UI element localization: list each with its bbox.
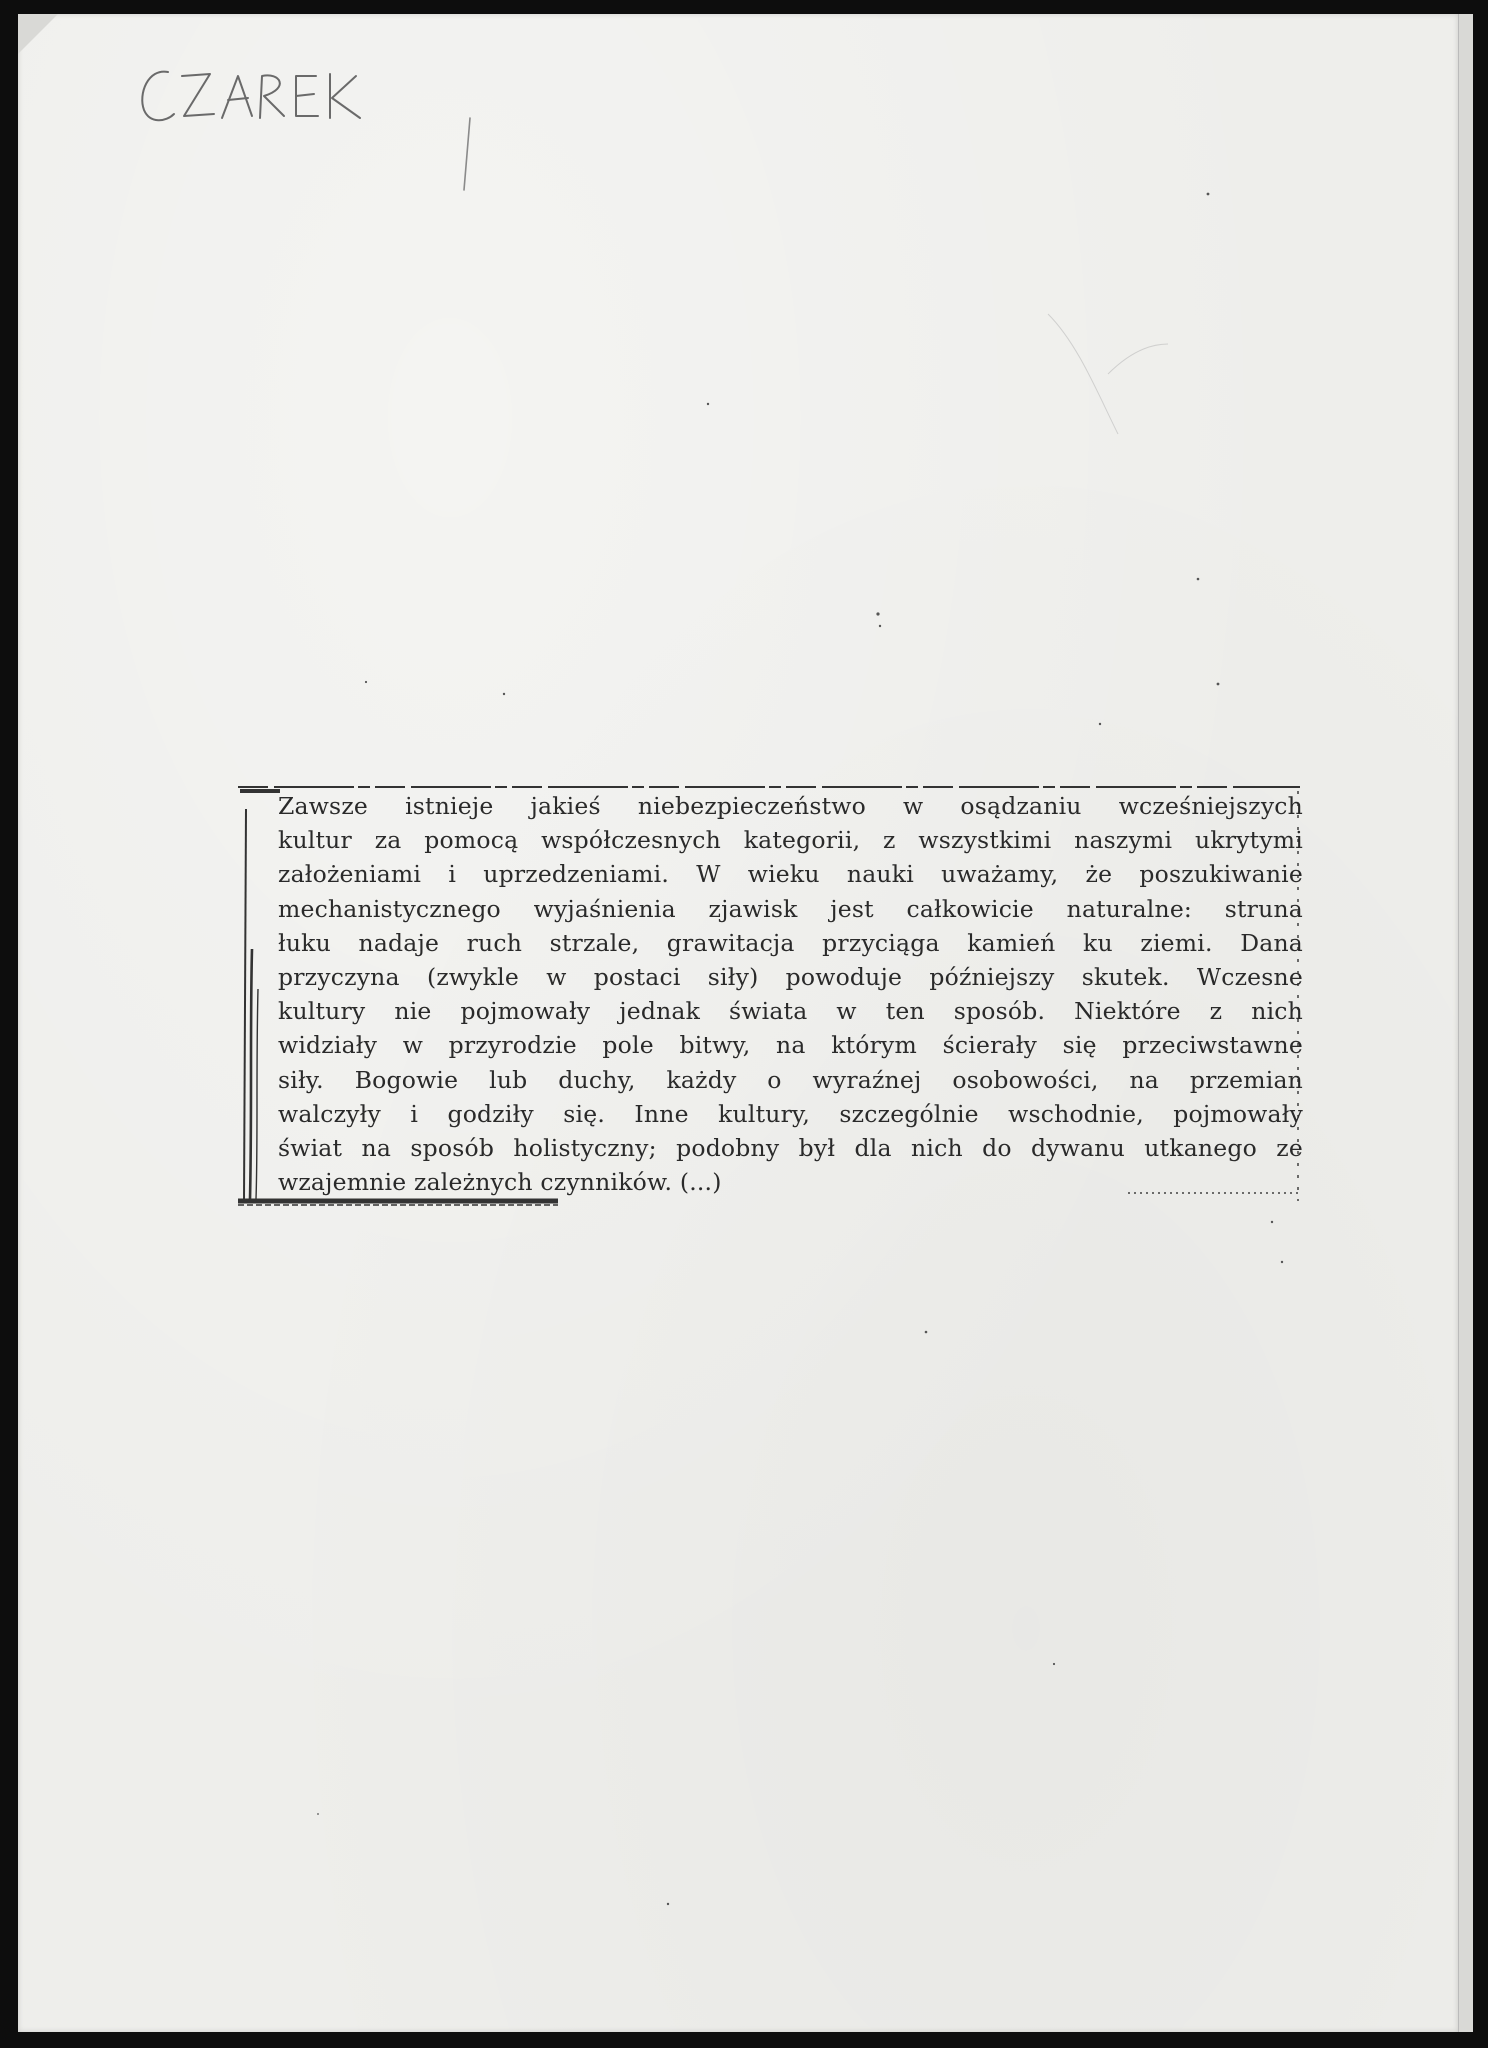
- paper-right-edge: [1458, 14, 1473, 2032]
- clipping-line: Zawsze istnieje jakieś niebezpieczeństwo w osądzaniu wcześniejszych: [278, 792, 1303, 820]
- clipping-line: kultur za pomocą współczesnych kategorii, z wszystkimi naszymi ukrytymi: [278, 826, 1303, 855]
- clipping-line: kultury nie pojmowały jednak świata w ten sposób. Niektóre z nich: [278, 997, 1303, 1026]
- newspaper-clipping: [228, 769, 1308, 1209]
- clipping-line: walczyły i godziły się. Inne kultury, szczególnie wschodnie, pojmowały: [278, 1099, 1303, 1128]
- paper-sheet: [18, 14, 1458, 2032]
- clipping-line: świat na sposób holistyczny; podobny był dla nich do dywanu utkanego ze: [278, 1133, 1303, 1162]
- clipping-line: widziały w przyrodzie pole bitwy, na którym ścierały się przeciwstawne: [278, 1031, 1303, 1060]
- clipping-line: założeniami i uprzedzeniami. W wieku nauki uważamy, że poszukiwanie: [278, 860, 1303, 889]
- clipping-line: przyczyna (zwykle w postaci siły) powoduje późniejszy skutek. Wczesne: [278, 962, 1303, 991]
- clipping-line: łuku nadaje ruch strzale, grawitacja przyciąga kamień ku ziemi. Dana: [278, 928, 1303, 957]
- clipping-line: siły. Bogowie lub duchy, każdy o wyraźnej osobowości, na przemian: [278, 1065, 1303, 1094]
- clipping-line: mechanistycznego wyjaśnienia zjawisk jest całkowicie naturalne: struna: [278, 894, 1303, 923]
- clipping-text: [278, 789, 1303, 1199]
- clipping-line: wzajemnie zależnych czynników. (...): [278, 1168, 722, 1197]
